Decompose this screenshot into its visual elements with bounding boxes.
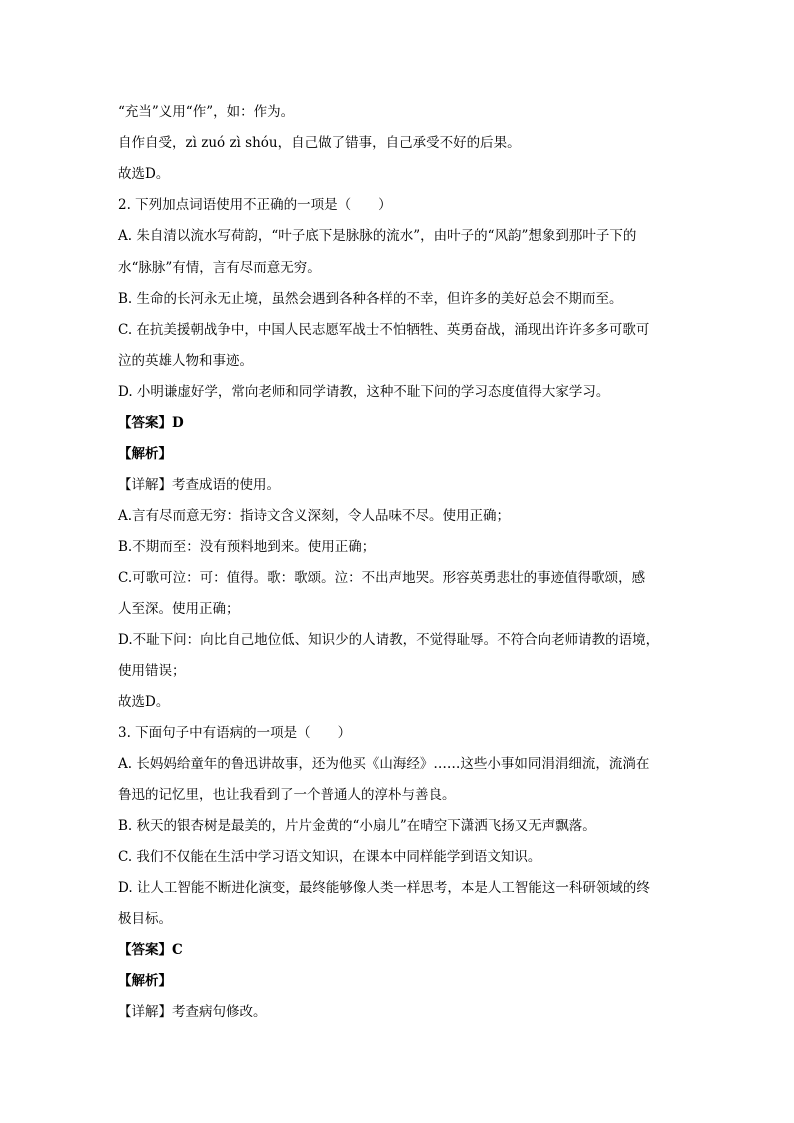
answer-label: 【答案】D <box>118 415 184 431</box>
option-d: D. 让人工智能不断进化演变，最终能够像人类一样思考，本是人工智能这一科研领域的终 <box>118 880 650 896</box>
option-d: D. 小明谦虚好学，常向老师和同学请教，这种不耻下问的学习态度值得大家学习。 <box>118 384 610 400</box>
text-line: 人至深。使用正确； <box>118 601 240 617</box>
answer-label: 【答案】C <box>118 942 183 958</box>
question-2-stem: 2. 下列加点词语使用不正确的一项是（ ） <box>118 197 392 213</box>
text-line: 极目标。 <box>118 911 172 927</box>
text-line: 水“脉脉”有情，言有尽而意无穷。 <box>118 260 321 276</box>
text-line: “充当”义用“作”，如：作为。 <box>118 104 295 120</box>
detail-label: 【详解】考查病句修改。 <box>118 1004 267 1020</box>
text-line: 使用错误； <box>118 663 186 679</box>
text-line: 故选D。 <box>118 166 170 182</box>
text-line: 自作自受，zì zuó zì shóu，自己做了错事，自己承受不好的后果。 <box>118 135 521 151</box>
analysis-label: 【解析】 <box>118 973 172 989</box>
text-line: A.言有尽而意无穷：指诗文含义深刻，令人品味不尽。使用正确； <box>118 508 511 524</box>
option-b: B. 生命的长河永无止境，虽然会遇到各种各样的不幸，但许多的美好总会不期而至。 <box>118 291 623 307</box>
option-a: A. 长妈妈给童年的鲁迅讲故事，还为他买《山海经》……这些小事如同涓涓细流，流淌在 <box>118 756 650 772</box>
text-line: C.可歌可泣：可：值得。歌：歌颂。泣：不出声地哭。形容英勇悲壮的事迹值得歌颂，感 <box>118 570 646 586</box>
text-line: D.不耻下问：向比自己地位低、知识少的人请教，不觉得耻辱。不符合向老师请教的语境， <box>118 632 660 648</box>
text-line: 故选D。 <box>118 694 170 710</box>
detail-label: 【详解】考查成语的使用。 <box>118 477 280 493</box>
text-line: B.不期而至：没有预料地到来。使用正确； <box>118 539 376 555</box>
question-3-stem: 3. 下面句子中有语病的一项是（ ） <box>118 725 352 741</box>
text-line: 泣的英雄人物和事迹。 <box>118 353 253 369</box>
option-b: B. 秋天的银杏树是最美的，片片金黄的“小扇儿”在晴空下潇洒飞扬又无声飘落。 <box>118 818 596 834</box>
option-c: C. 我们不仅能在生活中学习语文知识，在课本中同样能学到语文知识。 <box>118 849 542 865</box>
option-c: C. 在抗美援朝战争中，中国人民志愿军战士不怕牺牲、英勇奋战，涌现出许许多多可歌可 <box>118 322 650 338</box>
text-line: 鲁迅的记忆里，也让我看到了一个普通人的淳朴与善良。 <box>118 787 456 803</box>
option-a: A. 朱自清以流水写荷韵，“叶子底下是脉脉的流水”，由叶子的“风韵”想象到那叶子下的 <box>118 228 637 244</box>
analysis-label: 【解析】 <box>118 446 172 462</box>
